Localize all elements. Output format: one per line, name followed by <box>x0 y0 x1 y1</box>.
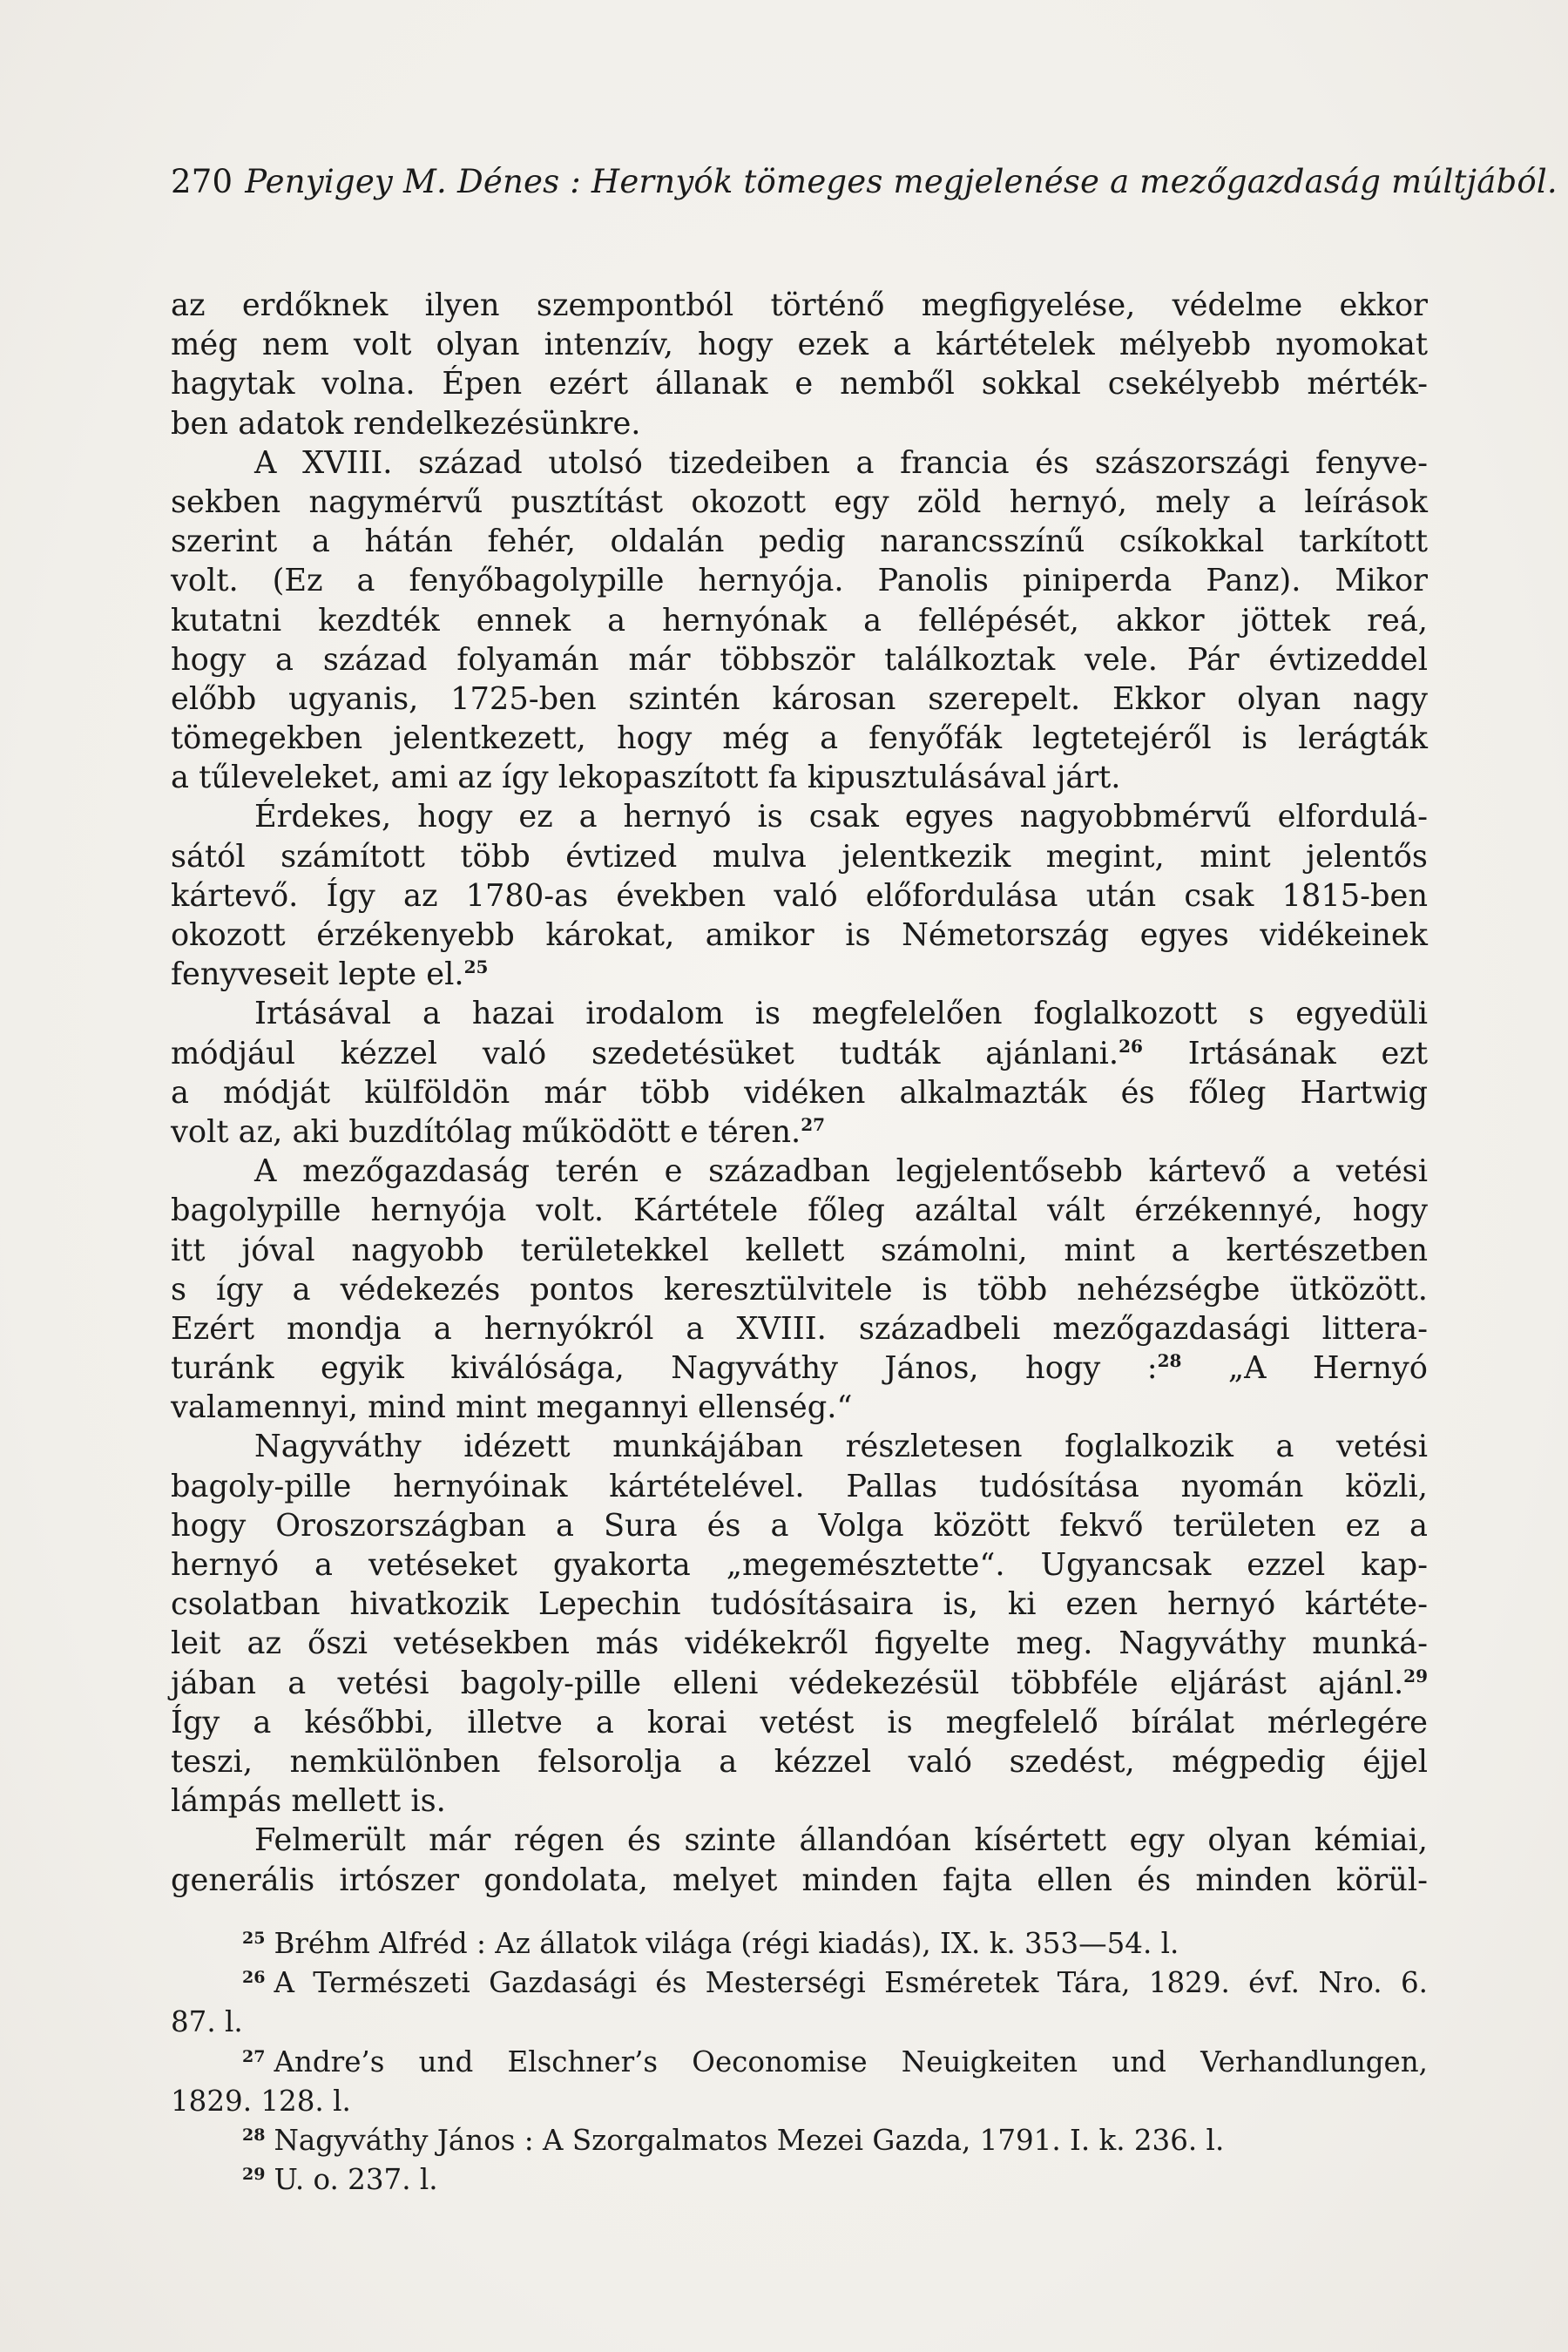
text-line: tömegekben jelentkezett, hogy még a fenyőfák legtetejéről is lerágták <box>171 720 1428 757</box>
footnote-text: Andre’s und Elschner’s Oeconomise Neuigkeiten und Verhandlungen, <box>274 2044 1428 2078</box>
text-line: bagolypille hernyója volt. Kártétele főleg azáltal vált érzékennyé, hogy <box>171 1193 1428 1229</box>
footnote-number: 28 <box>242 2125 266 2145</box>
text-fragment: fenyveseit lepte el. <box>171 956 464 993</box>
text-line <box>171 1034 1428 1073</box>
footnote-text: Bréhm Alfréd : Az állatok világa (régi kiadás), IX. k. 353—54. l. <box>274 1927 1179 1960</box>
text-line: Irtásával a hazai irodalom is megfelelően foglalkozott s egyedüli <box>254 996 1428 1032</box>
text-line: volt. (Ez a fenyőbagolypille hernyója. Panolis piniperda Panz). Mikor <box>171 563 1428 599</box>
text-fragment: Irtásának ezt <box>1142 1035 1428 1071</box>
text-line: valamennyi, mind mint megannyi ellenség.“ <box>171 1389 853 1426</box>
footnote-29 <box>171 2160 1428 2200</box>
text-line: teszi, nemkülönben felsorolja a kézzel való szedést, mégpedig éjjel <box>171 1743 1428 1780</box>
text-line: hogy a század folyamán már többször találkoztak vele. Pár évtizeddel <box>171 641 1428 678</box>
text-line: hagytak volna. Épen ezért állanak e nemből sokkal csekélyebb mérték- <box>171 366 1428 402</box>
footnote-ref: 29 <box>1403 1665 1428 1686</box>
running-head <box>171 162 1558 202</box>
text-line: itt jóval nagyobb területekkel kellett számolni, mint a kertészetben <box>171 1232 1428 1268</box>
footnote-number: 25 <box>242 1929 266 1948</box>
text-fragment: turánk egyik kiválósága, Nagyváthy János, hogy : <box>171 1350 1158 1387</box>
footnote-number: 29 <box>242 2165 266 2185</box>
text-line: még nem volt olyan intenzív, hogy ezek a kártételek mélyebb nyomokat <box>171 327 1428 363</box>
page-number: 270 <box>171 163 233 200</box>
text-line: A XVIII. század utolsó tizedeiben a francia és szászországi fenyve- <box>254 444 1428 481</box>
text-line: hernyó a vetéseket gyakorta „megemésztette“. Ugyancsak ezzel kap- <box>171 1547 1428 1583</box>
footnote-28 <box>171 2121 1428 2160</box>
footnotes <box>171 1924 1428 2200</box>
footnote-27 <box>171 2043 1428 2082</box>
footnote-25 <box>171 1924 1428 1963</box>
text-line: okozott érzékenyebb károkat, amikor is Németország egyes vidékeinek <box>171 917 1428 953</box>
footnote-26 <box>171 1963 1428 2003</box>
text-fragment: módjául kézzel való szedetésüket tudták ajánlani. <box>171 1035 1119 1071</box>
footnote-27-cont: 1829. 128. l. <box>171 2084 351 2118</box>
footnote-number: 26 <box>242 1968 266 1988</box>
text-fragment: „A Hernyó <box>1181 1350 1428 1387</box>
text-line: sekben nagymérvű pusztítást okozott egy zöld hernyó, mely a leírások <box>171 483 1428 520</box>
text-line: sától számított több évtized mulva jelentkezik megint, mint jelentős <box>171 838 1428 875</box>
text-line: szerint a hátán fehér, oldalán pedig narancsszínű csíkokkal tarkított <box>171 524 1428 560</box>
footnote-text: A Természeti Gazdasági és Mesterségi Esméretek Tára, 1829. évf. Nro. 6. <box>274 1966 1428 2000</box>
text-line: az erdőknek ilyen szempontból történő megfigyelése, védelme ekkor <box>171 287 1428 323</box>
text-line: Így a későbbi, illetve a korai vetést is megfelelő bírálat mérlegére <box>171 1704 1428 1740</box>
footnote-ref: 28 <box>1157 1350 1182 1372</box>
footnote-text: Nagyváthy János : A Szorgalmatos Mezei Gazda, 1791. I. k. 236. l. <box>274 2123 1225 2157</box>
text-line: A mezőgazdaság terén e században legjelentősebb kártevő a vetési <box>254 1153 1428 1190</box>
text-line: Érdekes, hogy ez a hernyó is csak egyes nagyobbmérvű elfordulá- <box>254 799 1428 835</box>
text-line: a módját külföldön már több vidéken alkalmazták és főleg Hartwig <box>171 1074 1428 1111</box>
text-line: hogy Oroszországban a Sura és a Volga között fekvő területen ez a <box>171 1507 1428 1544</box>
text-line: Felmerült már régen és szinte állandóan kísértett egy olyan kémiai, <box>254 1822 1428 1859</box>
text-line: előbb ugyanis, 1725-ben szintén károsan szerepelt. Ekkor olyan nagy <box>171 680 1428 717</box>
text-line: lámpás mellett is. <box>171 1783 446 1820</box>
footnote-26-cont: 87. l. <box>171 2005 243 2039</box>
text-fragment: volt az, aki buzdítólag működött e téren. <box>171 1113 801 1150</box>
main-text <box>171 286 1428 1900</box>
footnote-ref: 26 <box>1119 1035 1143 1057</box>
text-line: ben adatok rendelkezésünkre. <box>171 405 641 442</box>
text-line: kutatni kezdték ennek a hernyónak a fellépését, akkor jöttek reá, <box>171 602 1428 639</box>
text-line: Nagyváthy idézett munkájában részletesen foglalkozik a vetési <box>254 1429 1428 1465</box>
footnote-number: 27 <box>242 2046 266 2066</box>
text-line <box>171 1112 1428 1152</box>
text-line: leit az őszi vetésekben más vidékekről figyelte meg. Nagyváthy munká- <box>171 1625 1428 1662</box>
footnote-ref: 27 <box>801 1113 826 1135</box>
text-line: Ezért mondja a hernyókról a XVIII. századbeli mezőgazdasági littera- <box>171 1310 1428 1347</box>
footnote-ref: 25 <box>463 956 489 978</box>
running-title: Penyigey M. Dénes : Hernyók tömeges megjelenése a mezőgazdaság múltjából. <box>245 163 1558 200</box>
text-line <box>171 955 1428 994</box>
text-line: kártevő. Így az 1780-as években való előfordulása után csak 1815-ben <box>171 877 1428 914</box>
footnote-text: U. o. 237. l. <box>274 2163 438 2197</box>
text-line: a tűleveleket, ami az így lekopaszított fa kipusztulásával járt. <box>171 760 1121 796</box>
text-line: s így a védekezés pontos keresztülvitele is több nehézségbe ütközött. <box>171 1271 1428 1308</box>
text-line: generális irtószer gondolata, melyet minden fajta ellen és minden körül- <box>171 1862 1428 1898</box>
text-line: csolatban hivatkozik Lepechin tudósításaira is, ki ezen hernyó kártéte- <box>171 1586 1428 1623</box>
text-fragment: jában a vetési bagoly-pille elleni védekezésül többféle eljárást ajánl. <box>171 1665 1404 1701</box>
text-line: bagoly-pille hernyóinak kártételével. Pallas tudósítása nyomán közli, <box>171 1468 1428 1504</box>
text-line <box>171 1348 1428 1388</box>
text-line <box>171 1664 1428 1703</box>
